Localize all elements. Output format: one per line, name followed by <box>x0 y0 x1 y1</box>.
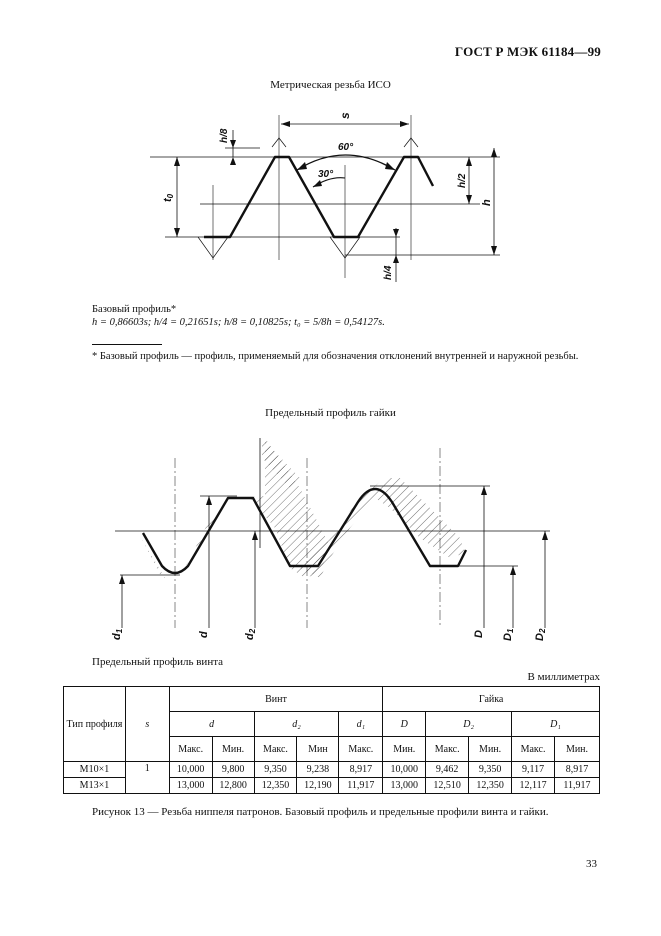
limit-header: Макс. <box>169 737 212 762</box>
header-profile-type: Тип профиля <box>64 687 126 762</box>
label-h4: h/4 <box>383 265 394 280</box>
header-nut: Гайка <box>383 687 600 712</box>
table-row <box>64 762 600 778</box>
header-d2: d₂ <box>254 712 339 737</box>
figure-caption: Рисунок 13 — Резьба ниппеля патронов. Базовый профиль и предельные профили винта и гайки. <box>92 806 549 818</box>
header-s: s <box>125 687 169 762</box>
dimensions-table <box>63 686 600 794</box>
units-note: В миллиметрах <box>527 671 600 683</box>
header-D1: D₁ <box>512 712 600 737</box>
page-number: 33 <box>586 858 597 870</box>
cell-value: 9,350 <box>469 762 512 778</box>
header-D: D <box>383 712 426 737</box>
label-30deg: 30° <box>318 169 334 180</box>
limit-header: Мин <box>297 737 339 762</box>
label-60deg: 60° <box>338 142 354 153</box>
label-s: s <box>338 112 352 119</box>
cell-value: 10,000 <box>169 762 212 778</box>
screw-profile-caption: Предельный профиль винта <box>92 656 224 668</box>
label-h: h <box>481 199 493 206</box>
cell-value: 8,917 <box>339 762 383 778</box>
label-D: D <box>473 630 485 638</box>
limit-header: Мин. <box>554 737 599 762</box>
cell-value: 9,462 <box>426 762 469 778</box>
cell-value: 9,238 <box>297 762 339 778</box>
cell-value: 12,117 <box>512 778 555 794</box>
label-h2: h/2 <box>457 173 468 188</box>
figure1-caption: Метрическая резьба ИСО <box>270 79 391 91</box>
cell-value: 8,917 <box>554 762 599 778</box>
cell-s: 1 <box>125 762 169 794</box>
header-d: d <box>169 712 254 737</box>
cell-value: 12,350 <box>254 778 297 794</box>
label-d: d <box>198 631 210 638</box>
figure2-caption: Предельный профиль гайки <box>265 407 396 419</box>
cell-value: 9,350 <box>254 762 297 778</box>
limit-header: Мин. <box>383 737 426 762</box>
limit-header: Макс. <box>512 737 555 762</box>
cell-value: 12,190 <box>297 778 339 794</box>
base-profile-formula: h = 0,86603s; h/4 = 0,21651s; h/8 = 0,10825s; t₀ = 5/8h = 0,54127s. <box>92 317 385 328</box>
cell-value: 11,917 <box>339 778 383 794</box>
limit-header: Макс. <box>339 737 383 762</box>
cell-value: 13,000 <box>169 778 212 794</box>
limit-header: Макс. <box>254 737 297 762</box>
cell-value: 13,000 <box>383 778 426 794</box>
footnote: * Базовый профиль — профиль, применяемый для обозначения отклонений внутренней и наружной резьбы. <box>92 351 579 362</box>
label-h8: h/8 <box>219 128 230 143</box>
cell-value: 12,350 <box>469 778 512 794</box>
limit-header: Мин. <box>212 737 254 762</box>
header-d1: d₁ <box>339 712 383 737</box>
label-D1: D1 <box>502 628 515 641</box>
cell-value: 11,917 <box>554 778 599 794</box>
label-d2: d2 <box>244 628 257 640</box>
cell-value: 12,510 <box>426 778 469 794</box>
cell-value: 9,800 <box>212 762 254 778</box>
header-D2: D₂ <box>426 712 512 737</box>
limit-profile-drawing <box>0 428 661 653</box>
label-d1: d1 <box>111 628 124 640</box>
cell-type: M13×1 <box>64 778 126 794</box>
limit-header: Макс. <box>426 737 469 762</box>
limit-header: Мин. <box>469 737 512 762</box>
header-screw: Винт <box>169 687 383 712</box>
label-D2: D2 <box>534 628 547 641</box>
base-profile-title: Базовый профиль* <box>92 304 177 315</box>
document-code: ГОСТ Р МЭК 61184—99 <box>454 44 601 59</box>
cell-value: 9,117 <box>512 762 555 778</box>
footnote-divider <box>92 344 162 345</box>
cell-value: 12,800 <box>212 778 254 794</box>
label-t0: t0 <box>162 193 175 202</box>
basic-profile-drawing <box>0 100 661 300</box>
cell-type: M10×1 <box>64 762 126 778</box>
cell-value: 10,000 <box>383 762 426 778</box>
